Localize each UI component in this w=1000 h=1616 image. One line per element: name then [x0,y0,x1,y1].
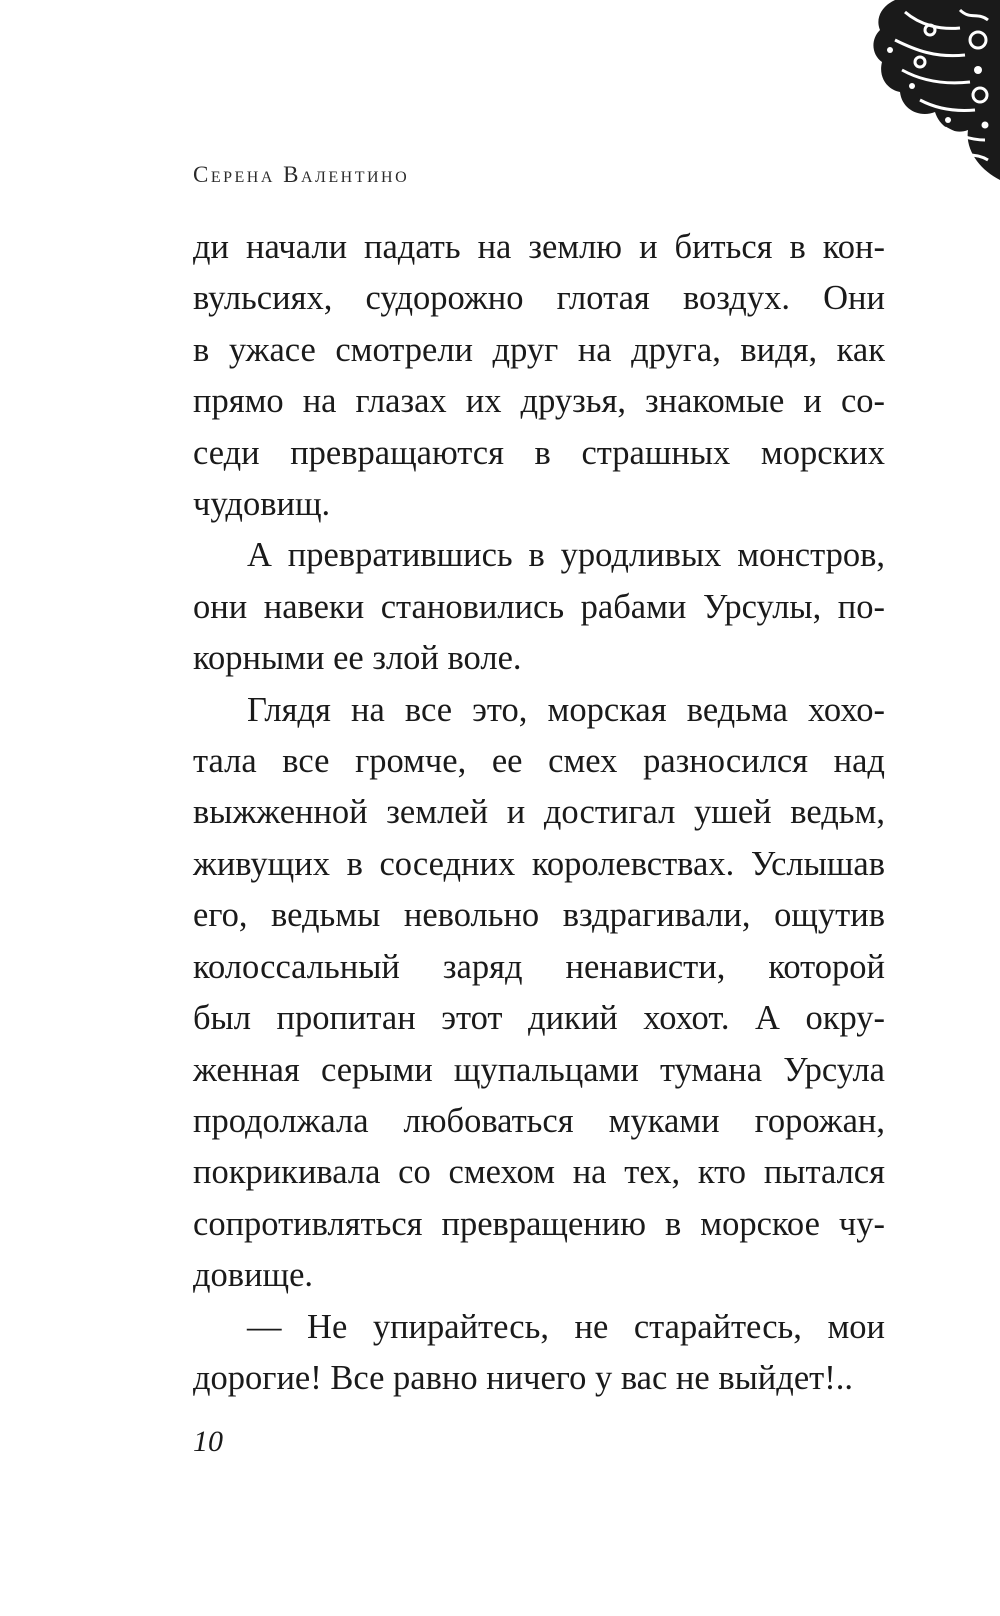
text-line: женная серыми щупальцами тумана Урсула [193,1050,885,1089]
text-line: был пропитан этот дикий хохот. А окру- [193,999,885,1038]
text-line: живущих в соседних королевствах. Услышав [193,844,885,883]
text-line: Глядя на все это, морская ведьма хохо- [247,690,885,729]
text-line: сопротивляться превращению в морское чу- [193,1204,885,1243]
running-head-author: Серена Валентино [193,162,410,187]
floral-ornament-icon [860,0,1000,180]
text-line: его, ведьмы невольно вздрагивали, ощутив [193,896,885,935]
text-line: тала все громче, ее смех разносился над [193,742,885,781]
text-line: колоссальный заряд ненависти, которой [193,947,885,986]
text-line: дорогие! Все равно ничего у вас не выйдет!.. [193,1358,853,1397]
text-line: корными ее злой воле. [193,639,522,678]
text-line: седи превращаются в страшных морских [193,433,885,472]
text-line: продолжала любоваться муками горожан, [193,1101,885,1140]
text-line: чудовищ. [193,485,331,524]
text-line: они навеки становились рабами Урсулы, по- [193,587,885,626]
text-line: вульсиях, судорожно глотая воздух. Они [193,279,885,318]
text-line: в ужасе смотрели друг на друга, видя, как [193,330,885,369]
text-line: А превратившись в уродливых монстров, [247,536,885,575]
body-text [193,222,885,1404]
text-line: прямо на глазах их друзья, знакомые и со- [193,382,885,421]
text-line: покрикивала со смехом на тех, кто пытался [193,1153,885,1192]
page-number: 10 [193,1425,223,1458]
text-line: ди начали падать на землю и биться в кон- [193,228,885,266]
text-line: выжженной землей и достигал ушей ведьм, [193,793,885,832]
text-line: — Не упирайтесь, не старайтесь, мои [247,1307,885,1346]
text-line: довище. [193,1256,314,1295]
